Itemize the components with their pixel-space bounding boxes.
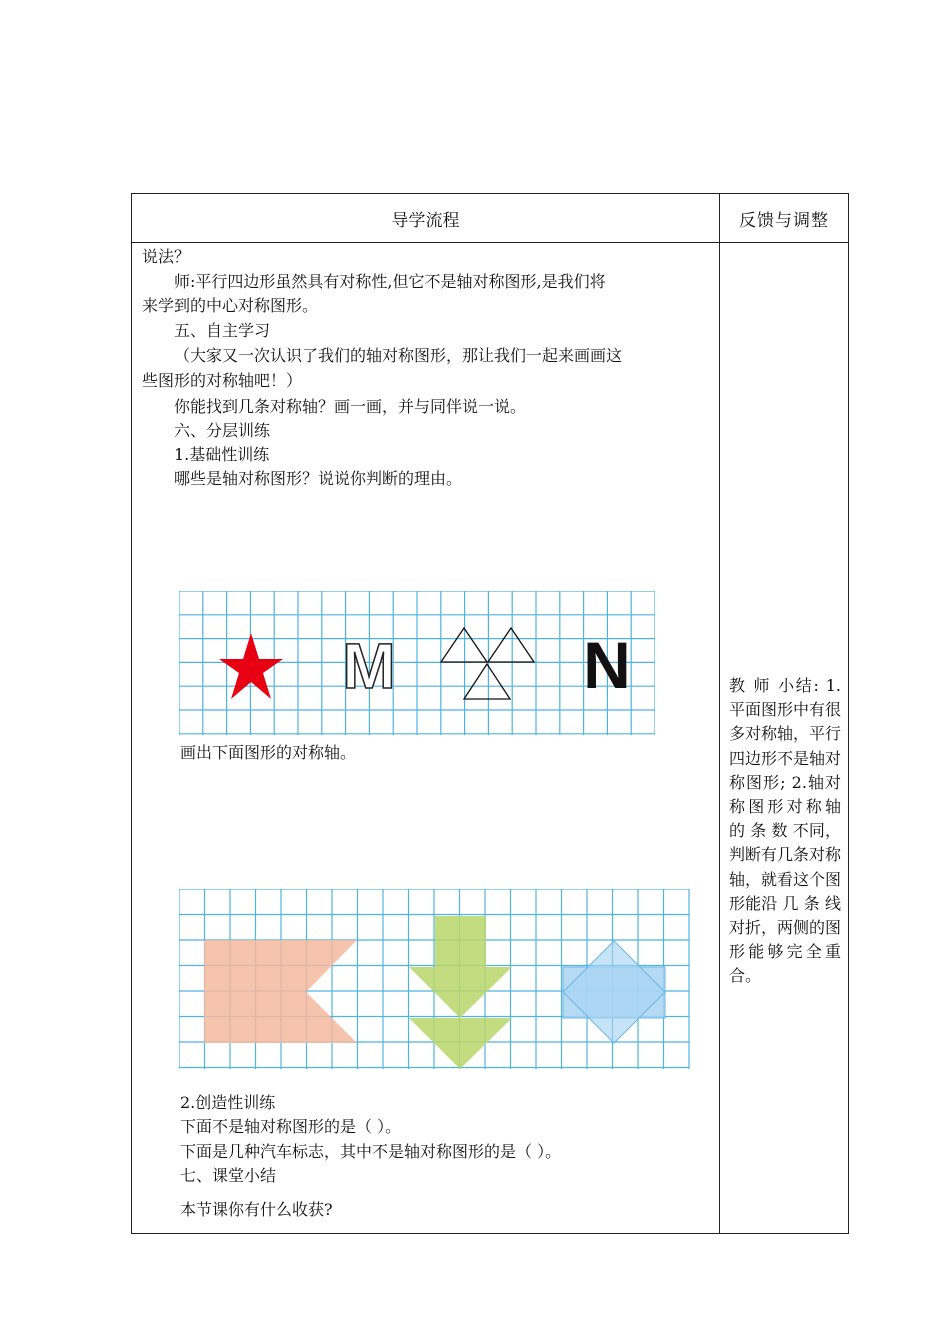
text-line: 你能找到几条对称轴？画一画，并与同伴说一说。 xyxy=(174,397,527,416)
text-line: 说法？ xyxy=(142,247,191,266)
letter-n-bold: N xyxy=(583,628,631,702)
subsection-heading: 1.基础性训练 xyxy=(174,445,270,464)
text-line: （大家又一次认识了我们的轴对称图形，那让我们一起来画画这 xyxy=(174,346,623,365)
text-line: 些图形的对称轴吧！） xyxy=(142,371,303,390)
section-heading: 七、课堂小结 xyxy=(180,1166,277,1185)
text-line: 画出下面图形的对称轴。 xyxy=(180,743,357,762)
header-main: 导学流程 xyxy=(391,210,460,231)
column-divider xyxy=(719,194,720,1233)
text-line: 来学到的中心对称图形。 xyxy=(142,296,319,315)
grid-figure-2 xyxy=(179,889,690,1071)
teacher-summary: 教 师 小结: 1.平面图形中有很多对称轴，平行四边形不是轴对称图形; 2.轴对称图形对称轴 的 条 数 不同，判断有几条对称轴，就看这个图形能沿 几 条 线 对折，两侧的图形能够完全重合。 xyxy=(729,676,842,986)
square-diamond-shape xyxy=(563,941,665,1043)
text-line: 哪些是轴对称图形？说说你判断的理由。 xyxy=(174,469,463,488)
text-line: 师:平行四边形虽然具有对称性,但它不是轴对称图形,是我们将 xyxy=(174,272,606,291)
text-line: 下面是几种汽车标志，其中不是轴对称图形的是（ ）。 xyxy=(180,1142,562,1161)
text-line: 本节课你有什么收获? xyxy=(180,1200,333,1219)
arrow-shape xyxy=(409,916,512,1069)
grid-figure-1 xyxy=(179,591,655,735)
subsection-heading: 2.创造性训练 xyxy=(180,1093,276,1112)
header-side: 反馈与调整 xyxy=(739,210,829,231)
letter-m-outline: M xyxy=(342,630,396,702)
text-line: 下面不是轴对称图形的是（ ）。 xyxy=(180,1117,402,1136)
section-heading: 五、自主学习 xyxy=(174,321,271,340)
section-heading: 六、分层训练 xyxy=(174,421,271,440)
